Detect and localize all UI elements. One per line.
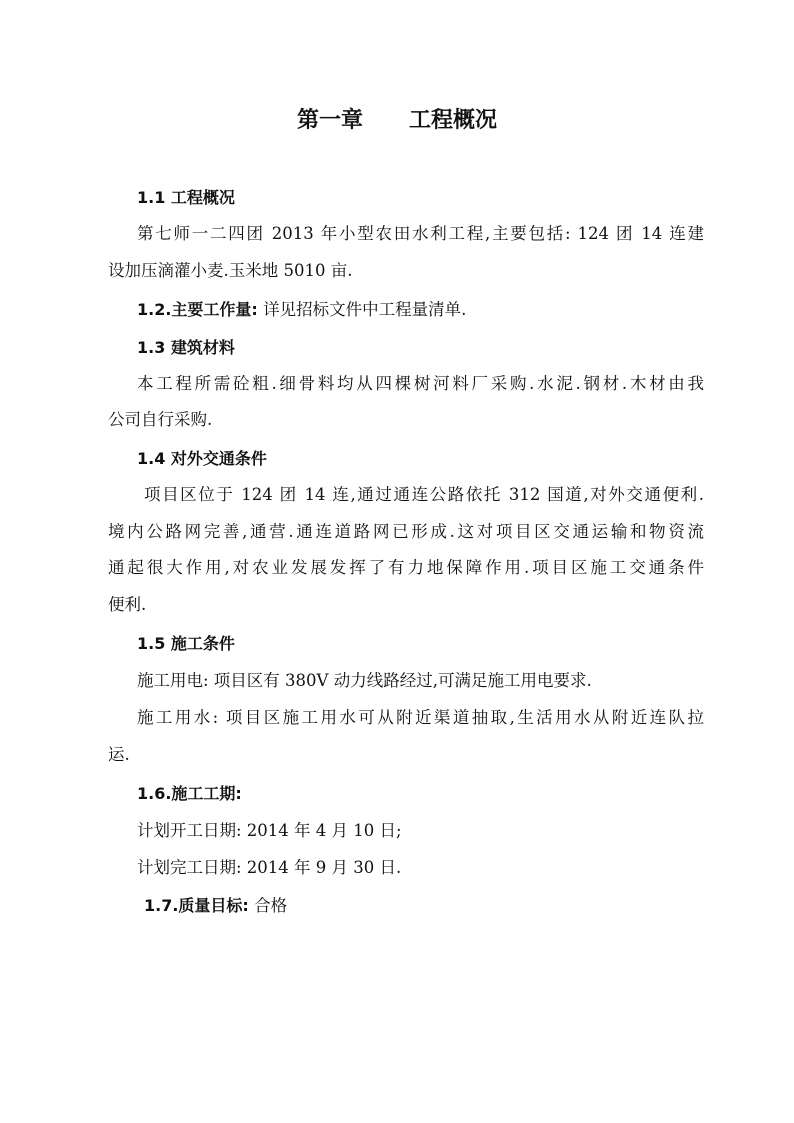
paragraph-line: 本工程所需砼粗.细骨料均从四棵树河料厂采购.水泥.钢材.木材由我 <box>137 374 704 393</box>
paragraph-line: 设加压滴灌小麦.玉米地 5010 亩. <box>108 261 353 280</box>
section-1-2-row <box>137 298 704 322</box>
section-heading-1-3: 1.3 建筑材料 <box>137 338 235 357</box>
paragraph-line: 境内公路网完善,通营.通连道路网已形成.这对项目区交通运输和物资流 <box>108 522 704 541</box>
paragraph-line: 计划开工日期: 2014 年 4 月 10 日; <box>137 821 402 840</box>
paragraph-line: 公司自行采购. <box>108 410 213 429</box>
section-heading-1-4: 1.4 对外交通条件 <box>137 449 267 468</box>
section-heading-1-2: 1.2.主要工作量: <box>137 300 258 319</box>
paragraph-line: 第七师一二四团 2013 年小型农田水利工程,主要包括: 124 团 14 连建 <box>137 224 704 243</box>
paragraph-line: 计划完工日期: 2014 年 9 月 30 日. <box>137 858 402 877</box>
paragraph-line: 便利. <box>108 595 147 614</box>
section-1-7-text: 合格 <box>254 896 288 915</box>
paragraph-line: 运. <box>108 745 130 764</box>
section-heading-1-7: 1.7.质量目标: <box>144 896 249 915</box>
paragraph-line: 项目区位于 124 团 14 连,通过通连公路依托 312 国道,对外交通便利. <box>144 485 704 504</box>
paragraph-line: 通起很大作用,对农业发展发挥了有力地保障作用.项目区施工交通条件 <box>108 558 704 577</box>
chapter-title: 第一章 工程概况 <box>297 108 497 133</box>
section-heading-1-6: 1.6.施工工期: <box>137 784 242 803</box>
paragraph-line: 施工用电: 项目区有 380V 动力线路经过,可满足施工用电要求. <box>137 671 592 690</box>
section-1-7-row <box>144 894 704 918</box>
section-heading-1-5: 1.5 施工条件 <box>137 634 235 653</box>
section-1-2-text: 详见招标文件中工程量清单. <box>263 300 467 319</box>
section-heading-1-1: 1.1 工程概况 <box>137 188 235 207</box>
paragraph-line: 施工用水: 项目区施工用水可从附近渠道抽取,生活用水从附近连队拉 <box>137 708 704 727</box>
